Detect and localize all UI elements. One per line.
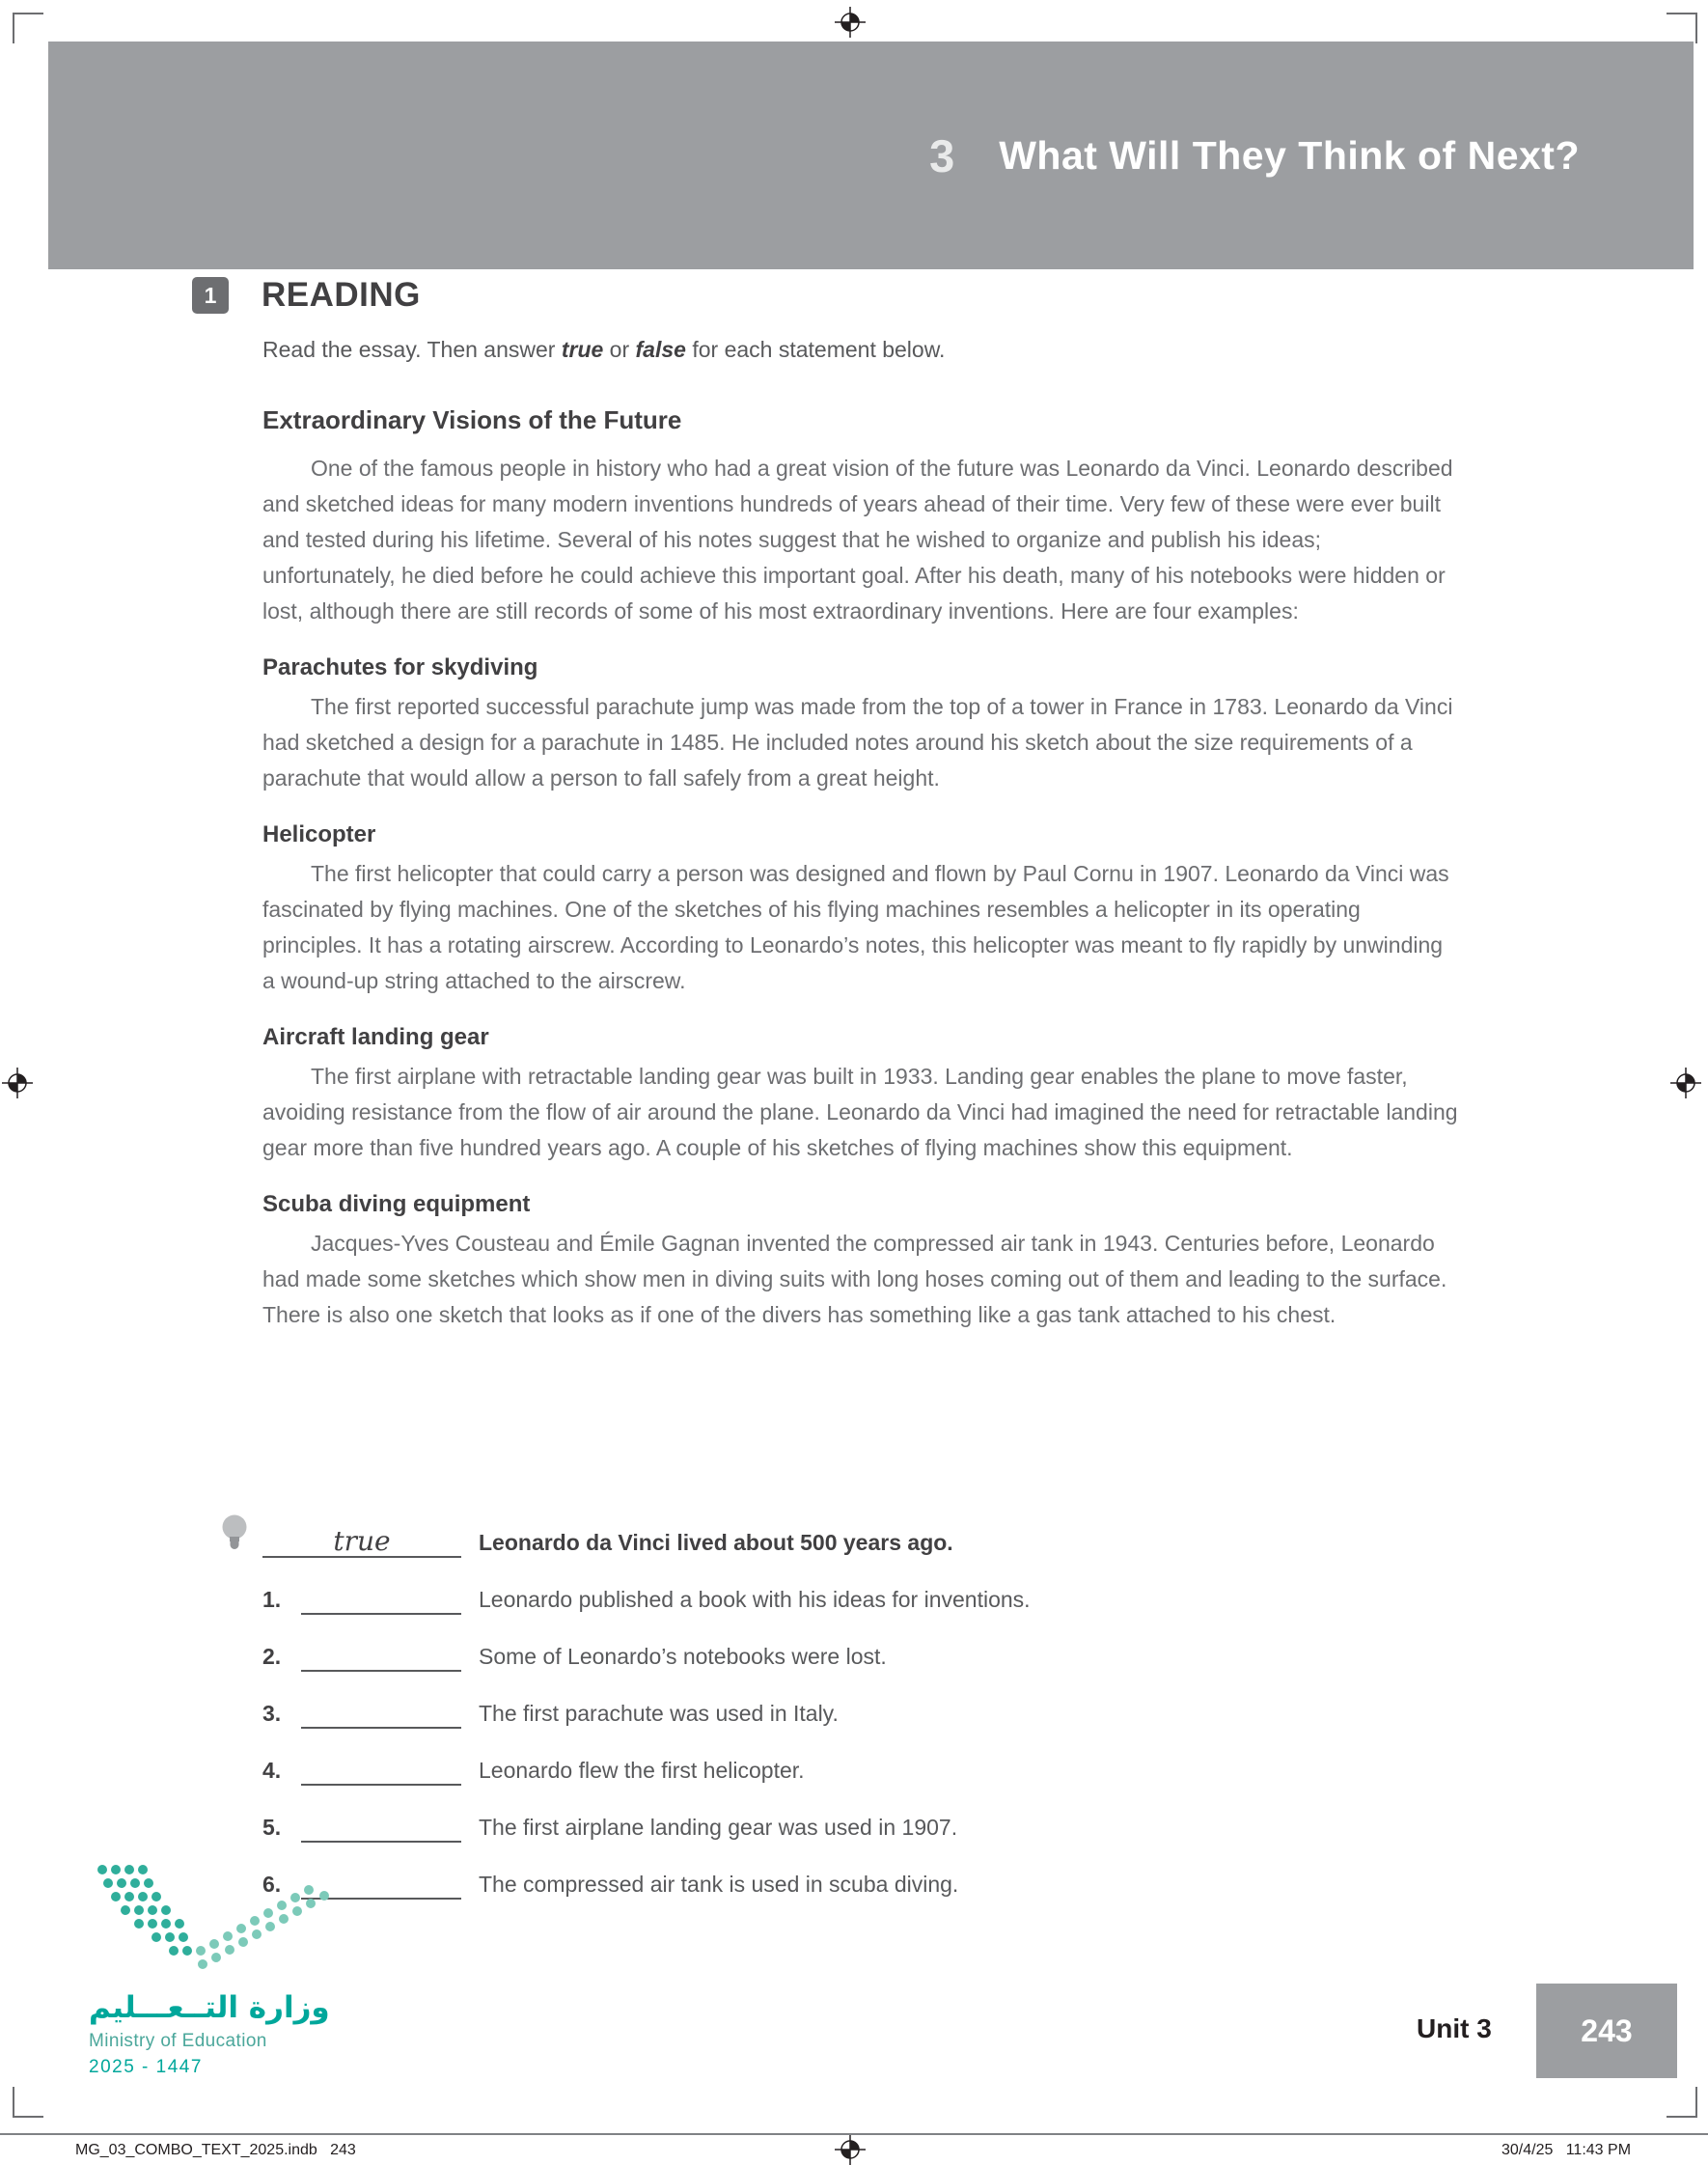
crop-mark-bottom-right-icon [1667, 2087, 1697, 2118]
exercise-item-row [262, 1863, 1536, 1900]
exercise-item-row [262, 1635, 1536, 1672]
ministry-name-english: Ministry of Education [89, 2031, 267, 2051]
item-number: 4. [262, 1758, 282, 1783]
example-statement: Leonardo da Vinci lived about 500 years ago. [479, 1530, 953, 1555]
instruction-false-keyword: false [635, 337, 686, 362]
exercise-item-row [262, 1578, 1536, 1615]
exercise-item-row [262, 1692, 1536, 1729]
exercise-item-row [262, 1806, 1536, 1843]
crop-mark-bottom-left-icon [13, 2087, 43, 2118]
essay-section-heading: Helicopter [262, 821, 376, 847]
item-number: 1. [262, 1587, 282, 1612]
instruction-true-keyword: true [561, 337, 604, 362]
answer-blank-1[interactable] [301, 1584, 461, 1615]
imprint-filename: MG_03_COMBO_TEXT_2025.indb 243 [75, 2142, 356, 2158]
ministry-logo [89, 1858, 359, 2078]
example-row [262, 1521, 1536, 1558]
essay-section-paragraph: The first helicopter that could carry a person was designed and flown by Paul Cornu in 1907. Leonardo da Vinci was fascinated by flying machines. One of the sketches of his flying machines resembles a helicopter in its operating principles. It has a rotating airscrew. According to Leonardo’s notes, this helicopter was meant to fly rapidly by unwinding a wound-up string attached to the airscrew. [262, 861, 1449, 993]
essay-section-paragraph: The first airplane with retractable landing gear was built in 1933. Landing gear enables the plane to move faster, avoiding resistance from the flow of air around the plane. Leonardo da Vinci had imagined the need for retractable landing gear more than five hundred years ago. A couple of his sketches of flying machines show this equipment. [262, 1064, 1458, 1160]
registration-mark-top-icon [835, 7, 866, 38]
footer-divider [0, 2133, 1708, 2135]
lightbulb-icon [218, 1512, 251, 1558]
item-number: 2. [262, 1644, 282, 1669]
answer-blank-2[interactable] [301, 1641, 461, 1672]
unit-title: What Will They Think of Next? [999, 132, 1580, 178]
registration-mark-right-icon [1670, 1068, 1701, 1098]
answer-blank-3[interactable] [301, 1698, 461, 1729]
ministry-name-arabic: وزارة التــعـــليم [89, 1990, 330, 2025]
answer-blank-4[interactable] [301, 1755, 461, 1786]
registration-mark-bottom-icon [835, 2134, 866, 2165]
item-statement: The first parachute was used in Italy. [479, 1701, 839, 1726]
essay-title: Extraordinary Visions of the Future [262, 405, 682, 434]
true-false-exercise [262, 1521, 1536, 1900]
item-statement: Leonardo published a book with his ideas for inventions. [479, 1587, 1031, 1612]
item-number: 5. [262, 1815, 282, 1840]
essay-section-paragraph: The first reported successful parachute jump was made from the top of a tower in France in 1783. Leonardo da Vinci had sketched a design for a parachute in 1485. He included notes around his sketch about the size requirements of a parachute that would allow a person to fall safely from a great height. [262, 694, 1453, 791]
registration-mark-left-icon [2, 1068, 33, 1098]
section-number-badge: 1 [192, 277, 229, 314]
item-number: 6. [262, 1872, 282, 1897]
ministry-logo-years: 2025 - 1447 [89, 2057, 203, 2077]
unit-label: Unit 3 [1417, 2013, 1492, 2043]
item-statement: Leonardo flew the first helicopter. [479, 1758, 805, 1783]
unit-header-bar [48, 42, 1694, 269]
reading-section-title: READING [262, 276, 421, 314]
instruction-text: or [603, 337, 636, 362]
item-number: 3. [262, 1701, 282, 1726]
example-answer-blank: true [262, 1527, 461, 1558]
imprint-datetime: 30/4/25 11:43 PM [1501, 2142, 1632, 2158]
item-statement: The compressed air tank is used in scuba diving. [479, 1872, 959, 1897]
essay-section-heading: Parachutes for skydiving [262, 654, 538, 680]
item-statement: The first airplane landing gear was used in 1907. [479, 1815, 958, 1840]
item-statement: Some of Leonardo’s notebooks were lost. [479, 1644, 887, 1669]
answer-blank-5[interactable] [301, 1812, 461, 1843]
essay-intro-paragraph: One of the famous people in history who had a great vision of the future was Leonardo da Vinci. Leonardo described and sketched ideas for many modern inventions hundreds of years ahead of their time. Very few of these were ever built and tested during his lifetime. Several of his notes suggest that he wished to organize and publish his ideas; unfortunately, he died before he could achieve this important goal. After his death, many of his notebooks were hidden or lost, although there are still records of some of his most extraordinary inventions. Here are four examples: [262, 456, 1453, 624]
instruction-text: Read the essay. Then answer [262, 337, 562, 362]
page-number-badge: 243 [1536, 1984, 1677, 2078]
essay-section-paragraph: Jacques-Yves Cousteau and Émile Gagnan invented the compressed air tank in 1943. Centuries before, Leonardo had made some sketches which show men in diving suits with long hoses coming out of them and leading to the surface. There is also one sketch that looks as if one of the divers has something like a gas tank attached to his chest. [262, 1231, 1447, 1327]
essay-section-heading: Scuba diving equipment [262, 1191, 531, 1217]
unit-number: 3 [929, 129, 955, 181]
crop-mark-top-right-icon [1667, 13, 1697, 43]
ministry-logo-dots-icon [89, 1858, 330, 1974]
essay-section-heading: Aircraft landing gear [262, 1024, 489, 1050]
instruction-text: for each statement below. [685, 337, 946, 362]
reading-instruction [262, 337, 945, 363]
essay [262, 405, 1459, 1333]
exercise-item-row [262, 1749, 1536, 1786]
crop-mark-top-left-icon [13, 13, 43, 43]
